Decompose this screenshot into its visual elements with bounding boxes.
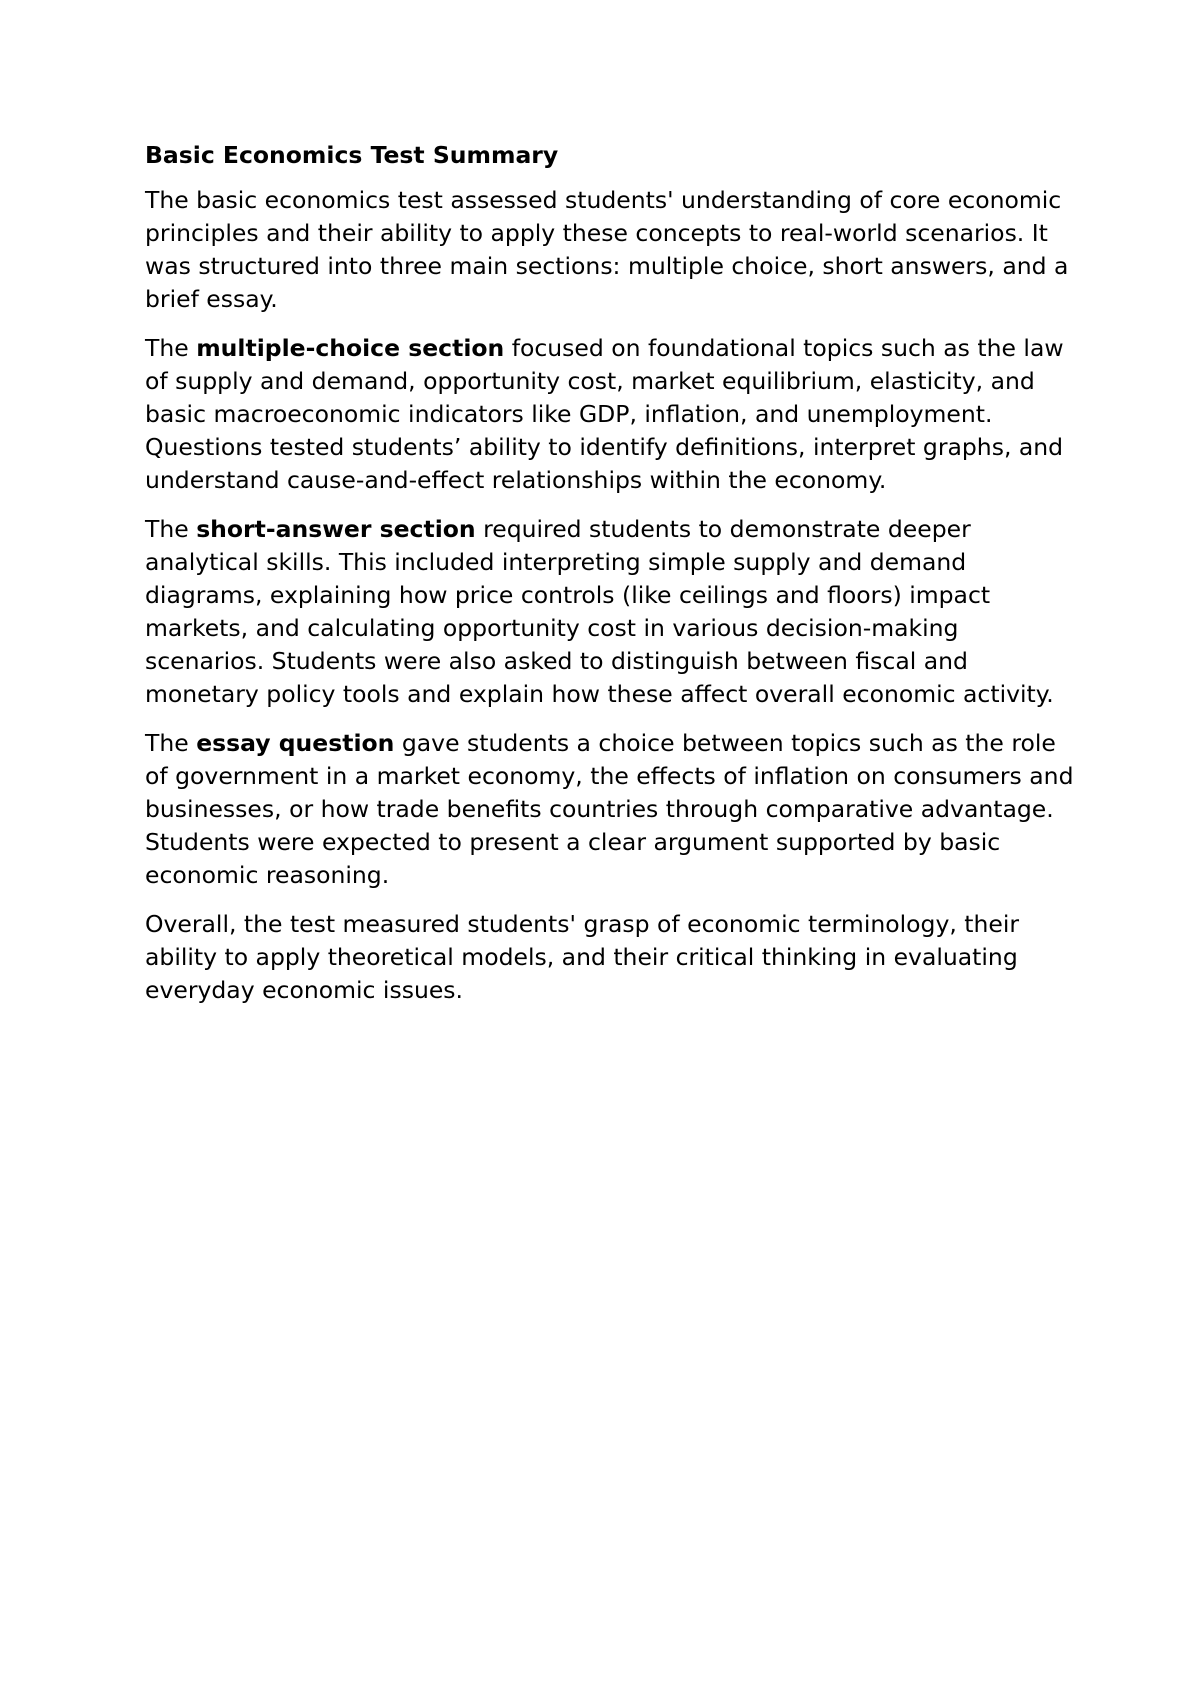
conclusion-paragraph: Overall, the test measured students' grasp of economic terminology, their ability to apply theoretical models, and their critical thinking in evaluating everyday economic issues. <box>145 910 1020 1004</box>
short-answer-heading: short-answer section <box>196 515 476 543</box>
paragraph-lead: The <box>145 334 197 362</box>
paragraph-text: gave students a choice between topics such as the role of government in a market economy, the effects of inflation on consumers and businesses, or how trade benefits countries through comparative advantage. Students were expected to present a clear argument supported by basic economic reasoning. <box>145 729 1074 889</box>
essay-paragraph <box>145 727 1075 892</box>
paragraph-lead: The <box>145 729 197 757</box>
document-title: Basic Economics Test Summary <box>145 141 559 169</box>
multiple-choice-heading: multiple-choice section <box>196 334 505 362</box>
document-body <box>145 139 1075 1023</box>
multiple-choice-paragraph <box>145 332 1075 497</box>
paragraph-text: required students to demonstrate deeper analytical skills. This included interpreting simple supply and demand diagrams, explaining how price controls (like ceilings and floors) impact markets, and calculating opportunity cost in various decision-making scenarios. Students were also asked to distinguish between fiscal and monetary policy tools and explain how these affect overall economic activity. <box>145 515 1054 708</box>
short-answer-paragraph <box>145 513 1075 711</box>
intro-paragraph: The basic economics test assessed students' understanding of core economic principles and their ability to apply these concepts to real-world scenarios. It was structured into three main sections: multiple choice, short answers, and a brief essay. <box>145 186 1069 313</box>
essay-heading: essay question <box>196 729 395 757</box>
paragraph-lead: The <box>145 515 197 543</box>
paragraph-text: focused on foundational topics such as the law of supply and demand, opportunity cost, market equilibrium, elasticity, and basic macroeconomic indicators like GDP, inflation, and unemployment. Questions tested students’ ability to identify definitions, interpret graphs, and understand cause-and-effect relationships within the economy. <box>145 334 1064 494</box>
